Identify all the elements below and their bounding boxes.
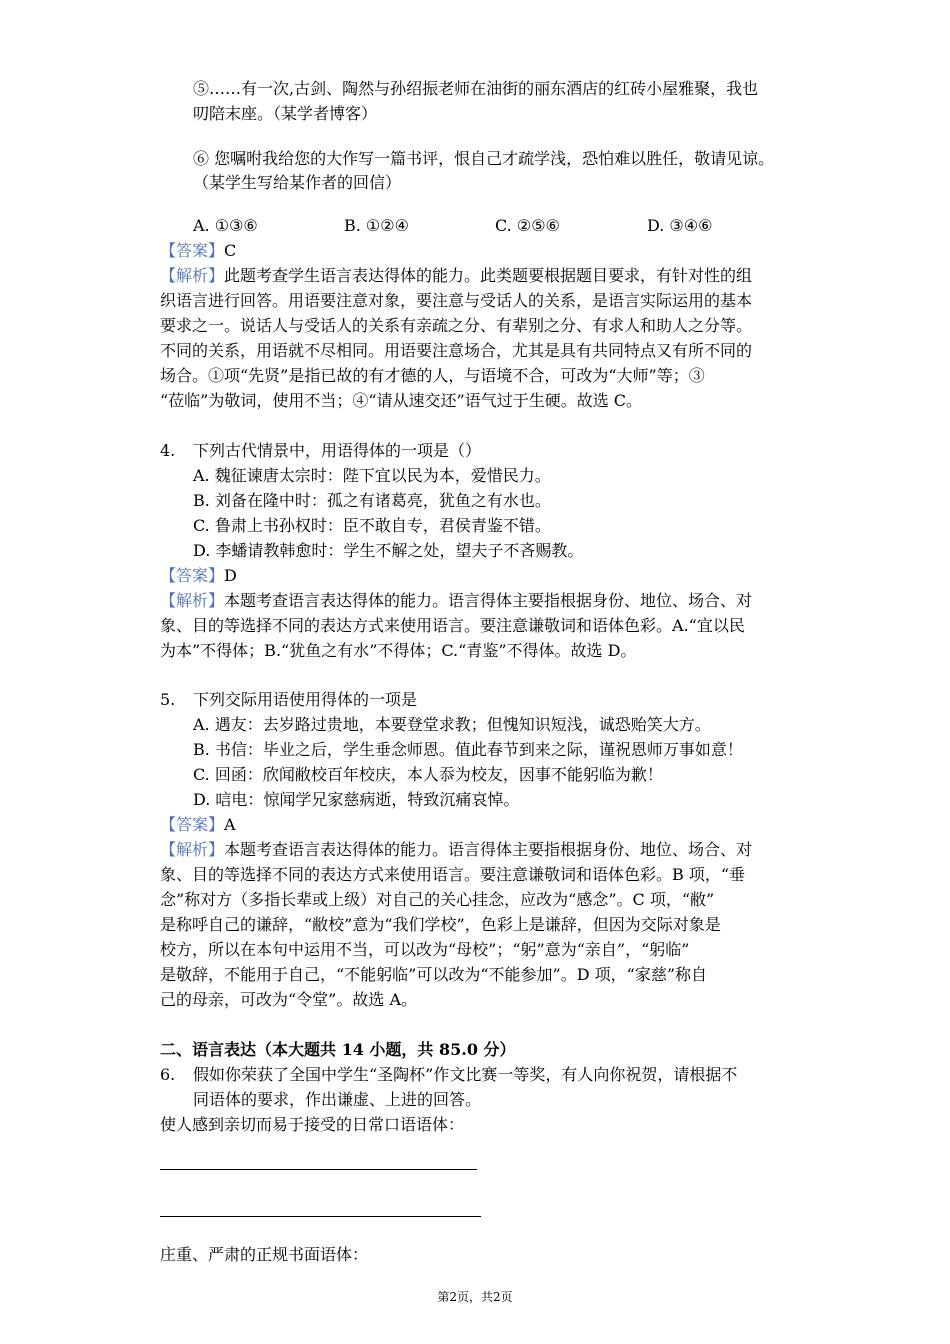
analysis-tag: 【解析】 [160, 591, 225, 610]
answer-tag: 【答案】 [160, 241, 225, 260]
q4-option-d: D. 李蟠请教韩愈时：学生不解之处，望夫子不吝赐教。 [193, 541, 584, 560]
q3-analysis-line6: “莅临”为敬词，使用不当；④“请从速交还”语气过于生硬。故选 C。 [160, 391, 643, 410]
q5-analysis-line5: 校方，所以在本句中运用不当，可以改为“母校”；“躬”意为“亲自”，“躬临” [160, 940, 690, 959]
answer-blank-line-2[interactable] [160, 1216, 481, 1217]
q5-number: 5. [160, 690, 176, 709]
q5-analysis-line3: 念”称对方（多指长辈或上级）对自己的关心挂念，应改为“感念”。C 项，“敝” [160, 890, 715, 909]
section-heading: 二、语言表达（本大题共 14 小题，共 85.0 分） [160, 1040, 516, 1059]
q5-option-d: D. 唁电：惊闻学兄家慈病逝，特致沉痛哀悼。 [193, 790, 520, 809]
q3-item6-line2: （某学生写给某作者的回信） [193, 173, 402, 192]
q6-stem-line2: 同语体的要求，作出谦虚、上进的回答。 [193, 1090, 482, 1109]
q3-option-b: B. ①②④ [344, 216, 409, 235]
answer-blank-line-1[interactable] [160, 1169, 477, 1170]
q4-option-b: B. 刘备在隆中时：孤之有诸葛亮，犹鱼之有水也。 [193, 491, 551, 510]
q5-stem: 下列交际用语使用得体的一项是 [193, 690, 418, 709]
q3-option-d: D. ③④⑥ [647, 216, 713, 235]
answer-value: A [224, 815, 236, 834]
q5-option-b: B. 书信：毕业之后，学生垂念师恩。值此春节到来之际，谨祝恩师万事如意！ [193, 740, 743, 759]
q3-analysis-line2: 织语言进行回答。用语要注意对象，要注意与受话人的关系，是语言实际运用的基本 [160, 291, 753, 310]
page-footer: 第2页，共2页 [437, 1290, 513, 1304]
q4-analysis-line1 [160, 590, 752, 612]
q4-number: 4. [160, 441, 176, 460]
q3-option-c: C. ②⑤⑥ [495, 216, 560, 235]
q4-option-c: C. 鲁肃上书孙权时：臣不敢自专，君侯青鉴不错。 [193, 516, 551, 535]
q5-analysis-line4: 是称呼自己的谦辞，“敝校”意为“我们学校”，色彩上是谦辞，但因为交际对象是 [160, 915, 721, 934]
q5-answer [160, 814, 236, 836]
q3-item6-line1: ⑥ 您嘱咐我给您的大作写一篇书评，恨自己才疏学浅，恐怕难以胜任，敬请见谅。 [193, 149, 775, 168]
q3-item5-line1: ⑤……有一次,古剑、陶然与孙绍振老师在油街的丽东酒店的红砖小屋雅聚，我也 [193, 79, 759, 98]
q5-option-c: C. 回函：欣闻敝校百年校庆，本人忝为校友，因事不能躬临为歉！ [193, 765, 663, 784]
answer-value: D [224, 566, 237, 585]
answer-tag: 【答案】 [160, 815, 225, 834]
q5-analysis-line7: 己的母亲，可改为“令堂”。故选 A。 [160, 990, 418, 1009]
analysis-text: 此题考查学生语言表达得体的能力。此类题要根据题目要求，有针对性的组 [224, 266, 753, 285]
q5-analysis-line1 [160, 839, 752, 861]
q6-part2-label: 庄重、严肃的正规书面语体： [160, 1245, 369, 1264]
q3-item5-line2: 叨陪末座。（某学者博客） [193, 104, 378, 123]
q4-answer [160, 565, 237, 587]
analysis-text: 本题考查语言表达得体的能力。语言得体主要指根据身份、地位、场合、对 [224, 591, 753, 610]
q3-analysis-line5: 场合。①项“先贤”是指已故的有才德的人，与语境不合，可改为“大师”等；③ [160, 366, 705, 385]
answer-value: C [224, 241, 237, 260]
q5-option-a: A. 遇友：去岁路过贵地，本要登堂求教；但愧知识短浅，诚恐贻笑大方。 [193, 715, 711, 734]
q3-answer [160, 240, 236, 262]
q4-stem: 下列古代情景中，用语得体的一项是（） [193, 441, 482, 460]
analysis-tag: 【解析】 [160, 840, 225, 859]
analysis-text: 本题考查语言表达得体的能力。语言得体主要指根据身份、地位、场合、对 [224, 840, 753, 859]
q6-stem-line1: 假如你荣获了全国中学生“圣陶杯”作文比赛一等奖，有人向你祝贺，请根据不 [193, 1065, 738, 1084]
q5-analysis-line6: 是敬辞，不能用于自己，“不能躬临”可以改为“不能参加”。D 项，“家慈”称自 [160, 965, 707, 984]
q6-part1-label: 使人感到亲切而易于接受的日常口语语体： [160, 1115, 465, 1134]
q3-analysis-line1 [160, 265, 752, 287]
q3-analysis-line4: 不同的关系，用语就不尽相同。用语要注意场合，尤其是具有共同特点又有所不同的 [160, 341, 753, 360]
q4-option-a: A. 魏征谏唐太宗时：陛下宜以民为本，爱惜民力。 [193, 466, 551, 485]
q4-analysis-line3: 为本”不得体；B.“犹鱼之有水”不得体；C.“青鉴”不得体。故选 D。 [160, 641, 637, 660]
q3-analysis-line3: 要求之一。说话人与受话人的关系有亲疏之分、有辈别之分、有求人和助人之分等。 [160, 316, 753, 335]
q4-analysis-line2: 象、目的等选择不同的表达方式来使用语言。要注意谦敬词和语体色彩。A.“宜以民 [160, 616, 745, 635]
analysis-tag: 【解析】 [160, 266, 225, 285]
answer-tag: 【答案】 [160, 566, 225, 585]
q3-option-a: A. ①③⑥ [193, 216, 258, 235]
q6-number: 6. [160, 1065, 176, 1084]
q5-analysis-line2: 象、目的等选择不同的表达方式来使用语言。要注意谦敬词和语体色彩。B 项，“垂 [160, 865, 746, 884]
